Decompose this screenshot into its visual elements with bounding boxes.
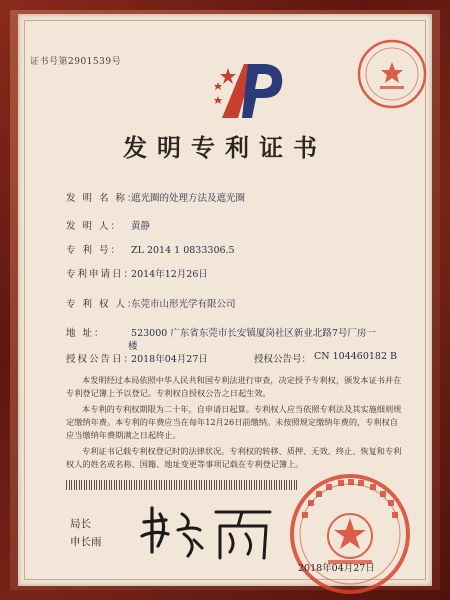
field-inventor [66,218,150,232]
field-grant-date [66,351,208,365]
grant-date-label: 授权公告日： [66,354,136,365]
body-paragraph: 本发明经过本局依照中华人民共和国专利法进行审查，决定授予专利权，颁发本证书并在专利登记簿上予以登记。专利权自授权公告之日起生效。 [66,375,402,398]
inventor-label: 发 明 人： [66,221,123,232]
inventor-value: 黄静 [131,221,151,232]
certificate-title: 发明专利证书 [123,133,327,162]
field-invention-name [66,190,245,204]
barcode-strip [66,480,298,490]
seal-date: 2018年04月27日 [298,563,375,574]
office-seal-small-icon [356,38,428,110]
field-patent-number [66,242,235,256]
director-title: 局长 [70,518,91,530]
patent-holder-value: 东莞市山形光学有限公司 [131,299,236,310]
patent-office-logo-icon [214,58,288,122]
director-signature-icon [138,500,278,570]
body-paragraph: 专利证书记载专利权登记时的法律状况。专利权的转移、质押、无效、终止、恢复和专利权人的姓名或名称、国籍、地址变更等事项记载在专利登记簿上。 [66,446,402,469]
director-name: 申长雨 [70,536,102,548]
announce-number-value: CN 104460182 B [314,351,397,362]
patent-number-label: 专 利 号： [66,245,123,256]
invention-name-value: 遮光圈的处理方法及遮光圈 [131,193,246,204]
invention-name-label: 发 明 名 称： [66,193,139,204]
field-address [66,325,376,339]
address-label: 地 址： [66,328,106,339]
patent-holder-label: 专 利 权 人： [66,299,139,310]
national-ip-administration-seal-icon [288,472,412,596]
field-filing-date [66,266,208,280]
filing-date-value: 2014年12月26日 [131,269,208,280]
body-paragraph: 本专利的专利权期限为二十年，自申请日起算。专利权人应当依照专利法及其实施细则规定缴纳年费。本专利的年费应当在每年12月26日前缴纳。未按照规定缴纳年费的，专利权自应当缴纳年费期满之日起终止。 [66,404,402,440]
filing-date-label: 专利申请日： [66,269,136,280]
field-patent-holder [66,296,236,310]
certificate-body-text [66,374,406,474]
address-value-line2: 楼 [128,341,138,352]
certificate-number: 证书号第2901539号 [30,57,122,67]
grant-date-value: 2018年04月27日 [131,354,208,365]
announce-number-label: 授权公告号： [254,354,312,365]
patent-number-value: ZL 2014 1 0833306.5 [131,245,235,256]
address-value-line1: 523000 广东省东莞市长安镇厦岗社区新业北路7号厂房一 [131,328,376,339]
certificate-paper [18,14,432,586]
